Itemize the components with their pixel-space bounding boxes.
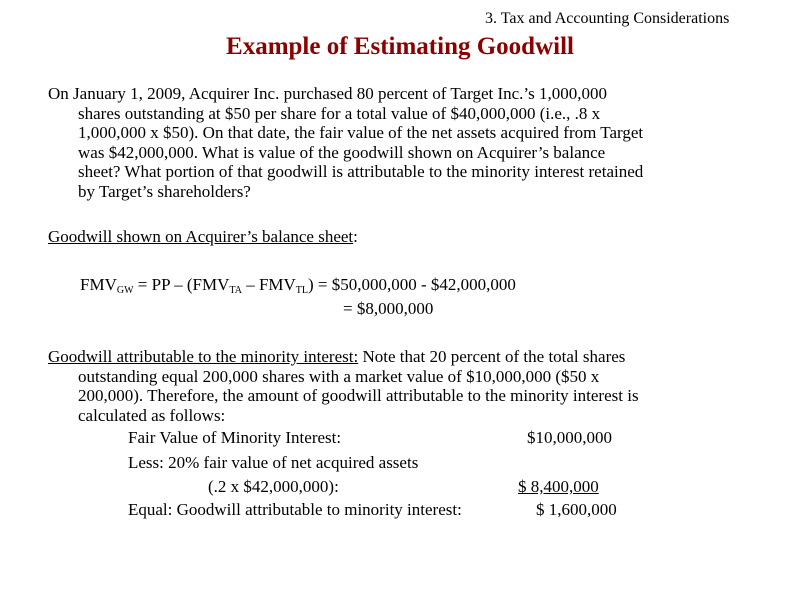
fv-minority-label: Fair Value of Minority Interest: [128, 428, 342, 447]
goodwill-result: = $8,000,000 [343, 299, 434, 318]
less-sub-label: (.2 x $42,000,000): [208, 477, 339, 496]
minority-line-4: calculated as follows: [78, 405, 226, 425]
formula-fmv: FMV [80, 275, 117, 294]
minority-line-1 [48, 347, 625, 366]
formula-minus: – FMV [241, 275, 296, 294]
formula-sub-ta: TA [229, 285, 242, 296]
formula-eq-pp: = PP – (FMV [133, 275, 230, 294]
intro-line-2: shares outstanding at $50 per share for a total value of $40,000,000 (i.e., .8 x [78, 103, 601, 123]
page-title: Example of Estimating Goodwill [226, 33, 574, 60]
equal-label: Equal: Goodwill attributable to minority interest: [128, 500, 462, 519]
minority-line-3: 200,000). Therefore, the amount of goodwill attributable to the minority interest is [78, 386, 639, 405]
intro-line-4: was $42,000,000. What is value of the goodwill shown on Acquirer’s balance [78, 142, 606, 162]
intro-paragraph [48, 84, 760, 201]
less-label: Less: 20% fair value of net acquired assets [128, 453, 419, 472]
minority-line-2: outstanding equal 200,000 shares with a market value of $10,000,000 ($50 x [78, 366, 600, 386]
fv-minority-value: $10,000,000 [527, 428, 612, 447]
goodwill-bs-heading-line [48, 227, 358, 247]
minority-heading: Goodwill attributable to the minority interest: [48, 347, 359, 366]
minority-paragraph [48, 347, 760, 425]
formula-rhs: ) = $50,000,000 - $42,000,000 [308, 275, 516, 294]
intro-line-1: On January 1, 2009, Acquirer Inc. purchased 80 percent of Target Inc.’s 1,000,000 [48, 84, 608, 103]
goodwill-bs-colon: : [353, 227, 358, 246]
intro-line-5: sheet? What portion of that goodwill is attributable to the minority interest retained [78, 162, 644, 181]
formula-sub-tl: TL [295, 285, 309, 296]
intro-line-3: 1,000,000 x $50). On that date, the fair value of the net assets acquired from Target [78, 123, 644, 142]
section-tag: 3. Tax and Accounting Considerations [485, 10, 730, 27]
equal-value: $ 1,600,000 [536, 500, 617, 519]
goodwill-formula [80, 275, 516, 295]
formula-sub-gw: GW [116, 285, 134, 296]
intro-line-6: by Target’s shareholders? [78, 181, 251, 201]
less-value: $ 8,400,000 [518, 477, 599, 496]
minority-line-1-text: Note that 20 percent of the total shares [358, 347, 626, 366]
goodwill-bs-heading: Goodwill shown on Acquirer’s balance sheet [48, 227, 354, 246]
